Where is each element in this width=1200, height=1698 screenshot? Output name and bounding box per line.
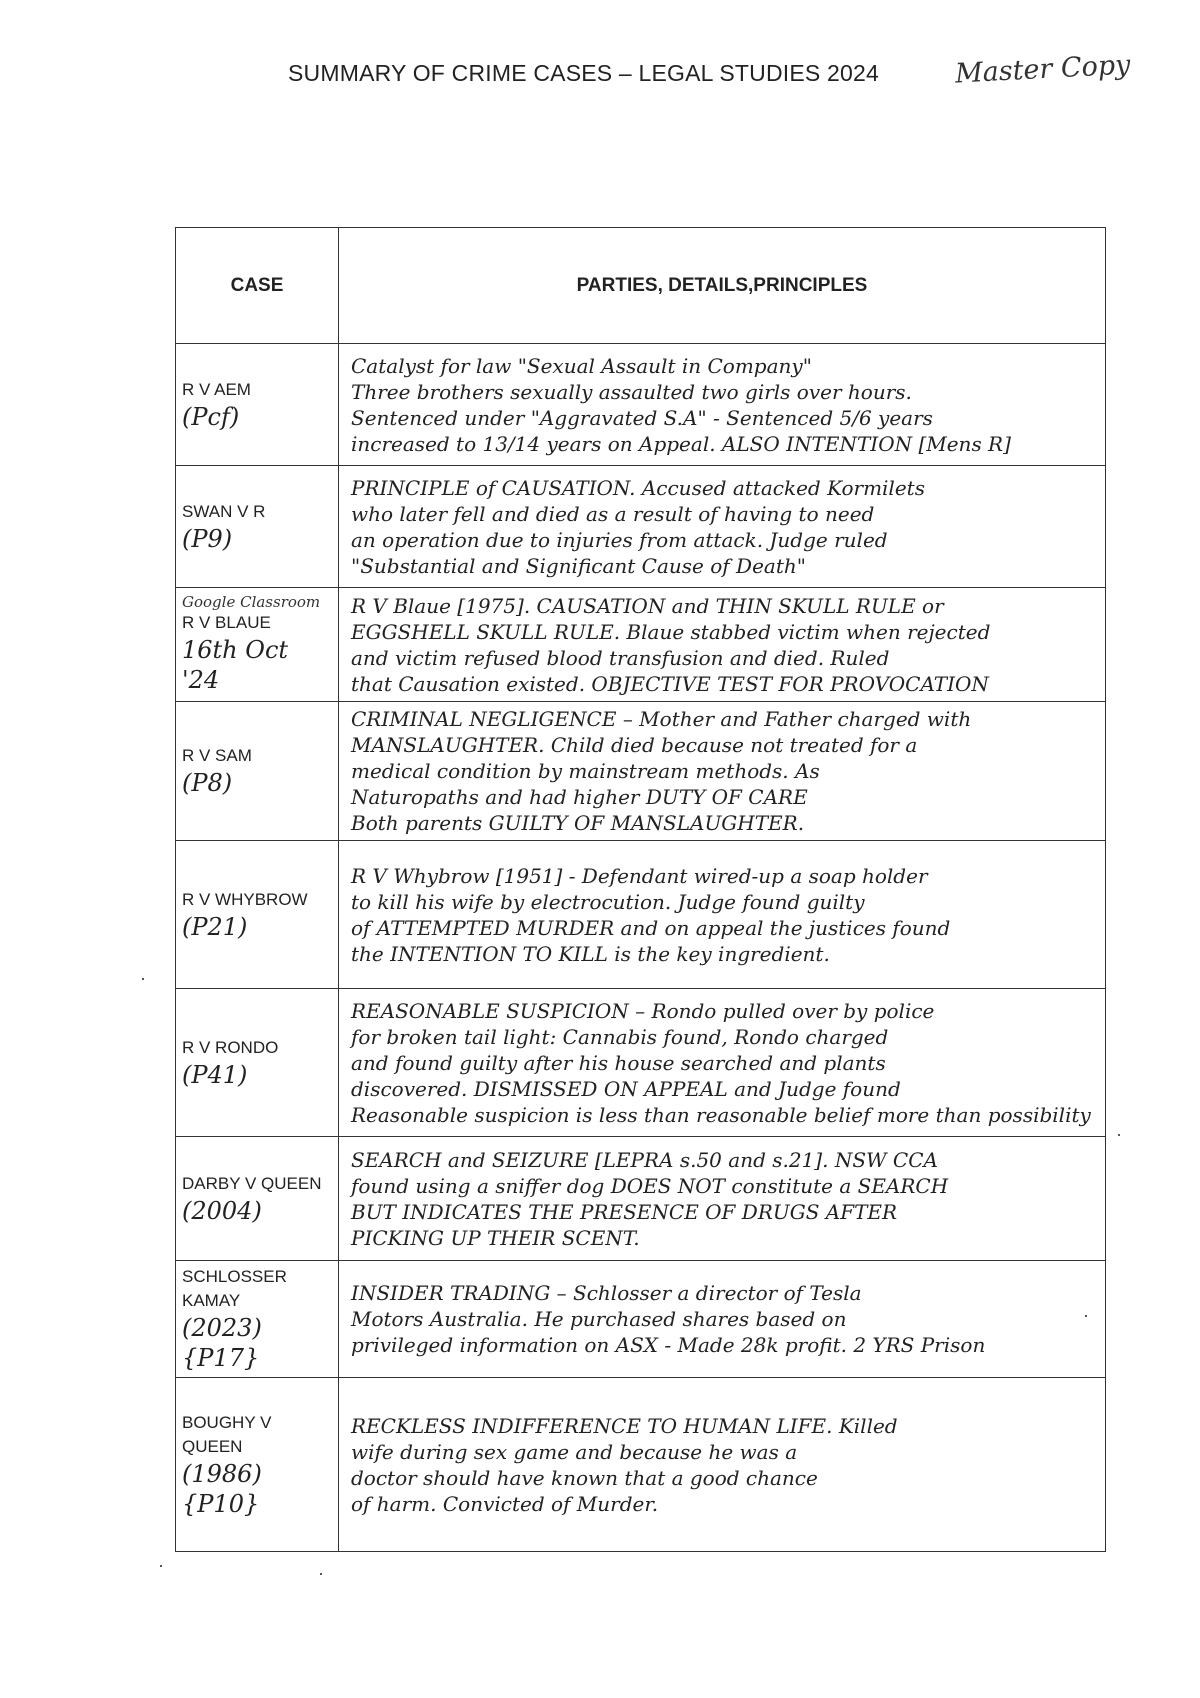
case-detail-line: medical condition by mainstream methods. As: [351, 759, 820, 783]
page-title: SUMMARY OF CRIME CASES – LEGAL STUDIES 2024: [288, 60, 880, 86]
table-row: [176, 1137, 1106, 1261]
case-page-reference: 16th Oct '24: [182, 636, 289, 694]
table-row: [176, 1261, 1106, 1378]
case-page-reference: (2004): [182, 1196, 262, 1225]
case-detail-line: EGGSHELL SKULL RULE. Blaue stabbed victim when rejected: [351, 619, 991, 644]
case-page-reference: (Pcf): [182, 402, 240, 431]
scan-speck: [1118, 1134, 1120, 1136]
master-copy-annotation: Master Copy: [954, 49, 1132, 90]
column-header-details: PARTIES, DETAILS,PRINCIPLES: [339, 228, 1106, 344]
case-detail-line: of harm. Convicted of Murder.: [351, 1491, 659, 1516]
case-cell: [176, 588, 339, 702]
case-detail-line: R V Blaue [1975]. CAUSATION and THIN SKULL RULE or: [351, 593, 944, 618]
case-detail-line: R V Whybrow [1951] - Defendant wired-up a soap holder: [351, 863, 928, 888]
case-page-reference: (P21): [182, 912, 248, 941]
case-detail-line: that Causation existed. OBJECTIVE TEST FOR PROVOCATION: [351, 671, 989, 696]
case-note: Google Classroom: [182, 593, 321, 611]
table-body: [176, 344, 1106, 1552]
case-details-cell: [339, 702, 1106, 841]
case-cell: [176, 841, 339, 989]
case-page-reference: (P9): [182, 524, 233, 553]
scan-speck: [1085, 1315, 1087, 1317]
case-detail-line: RECKLESS INDIFFERENCE TO HUMAN LIFE. Killed: [351, 1413, 898, 1438]
case-details-cell: [339, 344, 1106, 466]
case-cell: [176, 702, 339, 841]
case-cell: [176, 344, 339, 466]
case-detail-line: privileged information on ASX - Made 28k profit. 2 YRS Prison: [351, 1333, 986, 1357]
case-detail-line: MANSLAUGHTER. Child died because not treated for a: [351, 733, 918, 757]
case-page-reference: (1986) {P10}: [182, 1459, 262, 1518]
case-details-cell: [339, 588, 1106, 702]
table-row: [176, 344, 1106, 466]
case-detail-line: BUT INDICATES THE PRESENCE OF DRUGS AFTER: [351, 1199, 898, 1224]
case-name: R V RONDO: [182, 1037, 279, 1057]
case-detail-line: "Substantial and Significant Cause of Death": [351, 553, 806, 578]
case-detail-line: Catalyst for law "Sexual Assault in Company": [351, 353, 812, 378]
case-cell: [176, 1261, 339, 1378]
case-detail-line: wife during sex game and because he was a: [351, 1439, 798, 1464]
case-detail-line: Three brothers sexually assaulted two girls over hours.: [351, 379, 912, 404]
case-page-reference: (P41): [182, 1060, 248, 1089]
case-details-cell: [339, 466, 1106, 588]
scan-speck: [160, 1565, 162, 1567]
scan-speck: [142, 978, 144, 980]
crime-cases-table: [175, 227, 1106, 1552]
case-detail-line: Both parents GUILTY OF MANSLAUGHTER.: [351, 811, 805, 835]
case-detail-line: and victim refused blood transfusion and died. Ruled: [351, 645, 890, 670]
case-detail-line: for broken tail light: Cannabis found, Rondo charged: [351, 1024, 889, 1049]
table-row: [176, 841, 1106, 989]
case-page-reference: (2023) {P17}: [182, 1314, 262, 1372]
case-name: R V WHYBROW: [182, 889, 308, 909]
case-detail-line: of ATTEMPTED MURDER and on appeal the justices found: [351, 915, 951, 940]
table-row: [176, 989, 1106, 1137]
case-name: R V SAM: [182, 746, 252, 765]
case-detail-line: REASONABLE SUSPICION – Rondo pulled over by police: [351, 998, 935, 1023]
case-details-cell: [339, 841, 1106, 989]
case-cell: [176, 466, 339, 588]
case-name: SCHLOSSER KAMAY: [182, 1267, 287, 1310]
case-detail-line: Reasonable suspicion is less than reasonable belief more than possibility: [351, 1102, 1091, 1127]
table-row: [176, 466, 1106, 588]
case-details-cell: [339, 1261, 1106, 1378]
case-detail-line: to kill his wife by electrocution. Judge found guilty: [351, 889, 865, 914]
case-detail-line: discovered. DISMISSED ON APPEAL and Judge found: [351, 1076, 901, 1101]
case-detail-line: the INTENTION TO KILL is the key ingredient.: [351, 941, 830, 966]
case-detail-line: Naturopaths and had higher DUTY OF CARE: [351, 785, 808, 809]
case-details-cell: [339, 1378, 1106, 1552]
case-cell: [176, 1378, 339, 1552]
case-detail-line: PRINCIPLE of CAUSATION. Accused attacked Kormilets: [351, 475, 925, 500]
case-details-cell: [339, 989, 1106, 1137]
case-page-reference: (P8): [182, 769, 233, 797]
column-header-case: CASE: [176, 228, 339, 344]
case-detail-line: and found guilty after his house searched and plants: [351, 1050, 886, 1075]
case-name: R V BLAUE: [182, 613, 271, 632]
table-row: [176, 1378, 1106, 1552]
case-name: DARBY V QUEEN: [182, 1173, 322, 1193]
case-detail-line: Motors Australia. He purchased shares based on: [351, 1307, 847, 1331]
case-detail-line: INSIDER TRADING – Schlosser a director of Tesla: [351, 1281, 862, 1305]
case-detail-line: who later fell and died as a result of having to need: [351, 501, 875, 526]
case-cell: [176, 1137, 339, 1261]
case-detail-line: an operation due to injuries from attack. Judge ruled: [351, 527, 888, 552]
table-header-row: [176, 228, 1106, 344]
scan-speck: [320, 1573, 322, 1575]
case-detail-line: Sentenced under "Aggravated S.A" - Sentenced 5/6 years: [351, 405, 933, 430]
case-name: R V AEM: [182, 379, 251, 399]
case-cell: [176, 989, 339, 1137]
case-detail-line: doctor should have known that a good chance: [351, 1465, 818, 1490]
case-detail-line: found using a sniffer dog DOES NOT constitute a SEARCH: [351, 1173, 949, 1198]
table-row: [176, 588, 1106, 702]
case-detail-line: CRIMINAL NEGLIGENCE – Mother and Father charged with: [351, 707, 972, 731]
case-name: SWAN V R: [182, 501, 266, 521]
case-name: BOUGHY V QUEEN: [182, 1412, 272, 1456]
case-details-cell: [339, 1137, 1106, 1261]
table-row: [176, 702, 1106, 841]
case-detail-line: SEARCH and SEIZURE [LEPRA s.50 and s.21]. NSW CCA: [351, 1147, 938, 1172]
case-detail-line: increased to 13/14 years on Appeal. ALSO INTENTION [Mens R]: [351, 431, 1011, 456]
case-detail-line: PICKING UP THEIR SCENT.: [351, 1225, 640, 1250]
